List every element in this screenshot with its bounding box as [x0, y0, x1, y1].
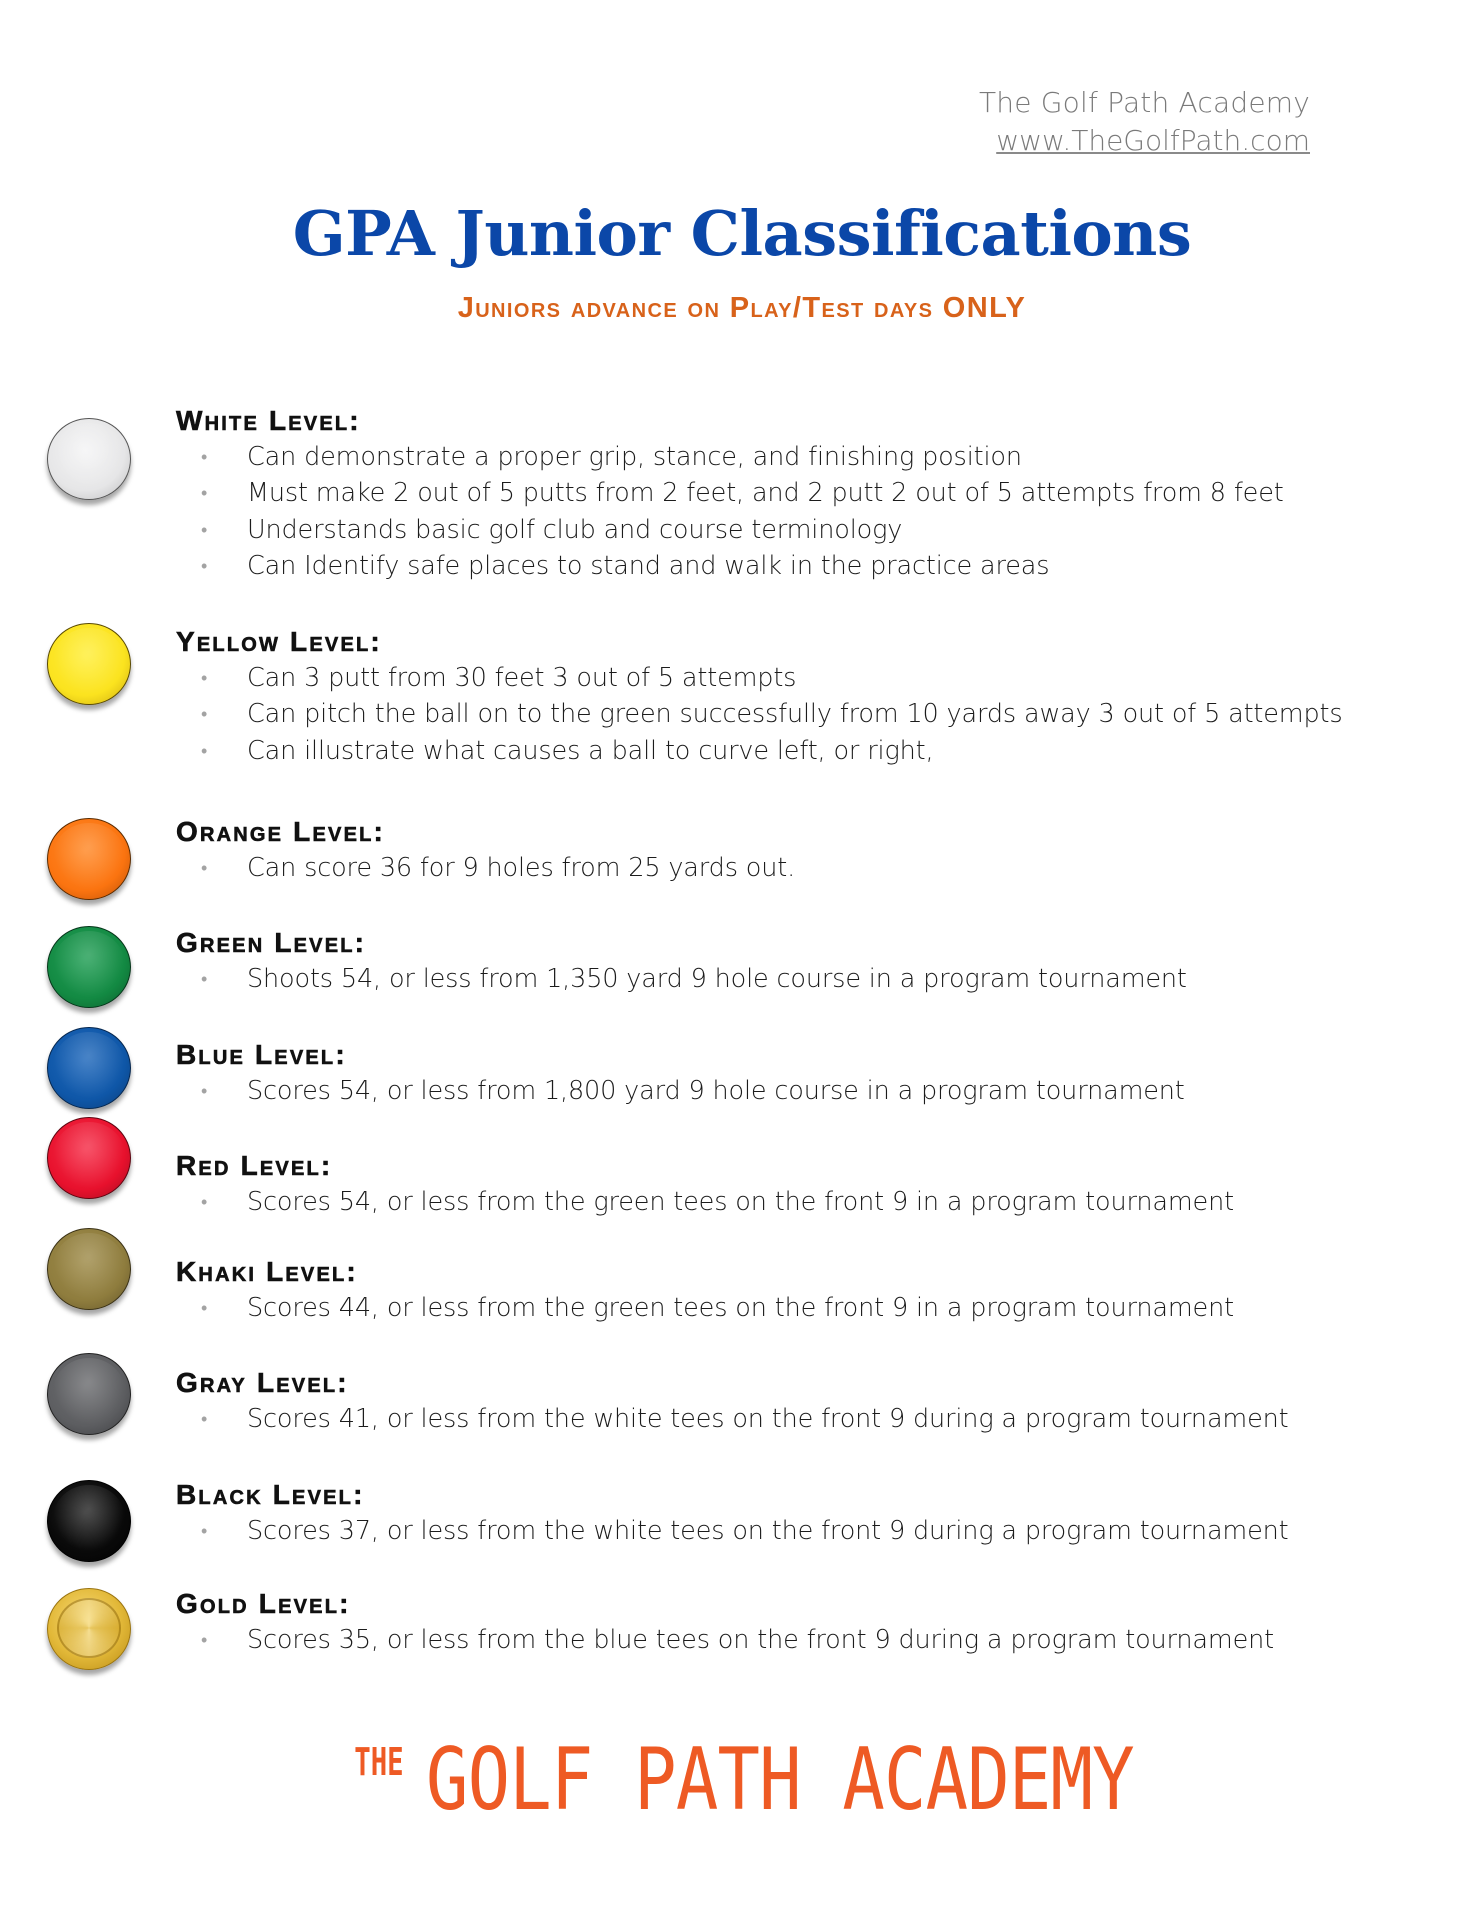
requirement-text: Can 3 putt from 30 feet 3 out of 5 attempts	[247, 663, 797, 693]
requirement-text: Can demonstrate a proper grip, stance, and finishing position	[247, 442, 1022, 472]
footer-logo-name: GOLF PATH ACADEMY	[425, 1730, 1134, 1830]
footer-logo	[0, 1730, 1484, 1830]
bullet-icon: •	[201, 1521, 208, 1541]
footer-logo-the: THE	[354, 1740, 404, 1784]
requirement-text: Scores 41, or less from the white tees on the front 9 during a program tournament	[247, 1404, 1289, 1434]
org-website-link[interactable]: www.TheGolfPath.com	[996, 124, 1310, 157]
bullet-icon: •	[201, 447, 208, 467]
bullet-icon: •	[201, 1192, 208, 1212]
requirement-text: Must make 2 out of 5 putts from 2 feet, and 2 putt 2 out of 5 attempts from 8 feet	[247, 478, 1284, 509]
bullet-icon: •	[201, 740, 208, 761]
level-heading: Khaki Level:	[176, 1256, 358, 1287]
level-heading: White Level:	[176, 405, 361, 436]
white-level-badge-icon	[47, 418, 131, 500]
level-heading: Red Level:	[176, 1150, 333, 1181]
requirement-text: Scores 35, or less from the blue tees on the front 9 during a program tournament	[247, 1625, 1274, 1655]
bullet-icon: •	[201, 668, 208, 688]
level-heading: Black Level:	[176, 1479, 365, 1510]
requirement-text: Can score 36 for 9 holes from 25 yards out.	[247, 853, 796, 883]
requirement-text: Can Identify safe places to stand and walk in the practice areas	[247, 551, 1050, 582]
level-heading: Gold Level:	[176, 1588, 351, 1619]
green-level-badge-icon	[47, 926, 131, 1008]
requirement-text: Shoots 54, or less from 1,350 yard 9 hole course in a program tournament	[247, 964, 1187, 994]
level-heading: Orange Level:	[176, 816, 386, 847]
requirement-text: Understands basic golf club and course terminology	[247, 514, 903, 545]
level-heading: Gray Level:	[176, 1367, 349, 1398]
page-subtitle: Juniors advance on Play/Test days ONLY	[457, 292, 1027, 324]
requirement-text: Scores 54, or less from the green tees on the front 9 in a program tournament	[247, 1187, 1234, 1217]
bullet-icon: •	[201, 1081, 208, 1101]
requirement-text: Scores 44, or less from the green tees on the front 9 in a program tournament	[247, 1293, 1234, 1323]
requirement-text: Scores 37, or less from the white tees on the front 9 during a program tournament	[247, 1516, 1289, 1546]
bullet-icon: •	[201, 704, 208, 725]
bullet-icon: •	[201, 519, 208, 540]
orange-level-badge-icon	[47, 818, 131, 900]
org-name: The Golf Path Academy	[978, 86, 1310, 119]
level-heading: Blue Level:	[176, 1039, 347, 1070]
level-heading: Green Level:	[176, 927, 367, 958]
gold-level-badge-icon	[47, 1588, 131, 1670]
requirement-text: Can pitch the ball on to the green successfully from 10 yards away 3 out of 5 attempts	[247, 699, 1343, 730]
bullet-icon: •	[201, 1409, 208, 1429]
bullet-icon: •	[201, 556, 208, 577]
black-level-badge-icon	[47, 1480, 131, 1562]
yellow-level-badge-icon	[47, 623, 131, 705]
page-title: GPA Junior Classifications	[292, 197, 1192, 270]
level-heading: Yellow Level:	[176, 626, 382, 657]
bullet-icon: •	[201, 1630, 208, 1650]
org-header	[979, 84, 1310, 160]
requirement-text: Scores 54, or less from 1,800 yard 9 hole course in a program tournament	[247, 1076, 1185, 1106]
bullet-icon: •	[201, 969, 208, 989]
bullet-icon: •	[201, 858, 208, 878]
bullet-icon: •	[201, 483, 208, 504]
khaki-level-badge-icon	[47, 1228, 131, 1310]
red-level-badge-icon	[47, 1117, 131, 1199]
gray-level-badge-icon	[47, 1353, 131, 1435]
blue-level-badge-icon	[47, 1027, 131, 1109]
bullet-icon: •	[201, 1298, 208, 1318]
requirement-text: Can illustrate what causes a ball to curve left, or right,	[247, 735, 934, 766]
